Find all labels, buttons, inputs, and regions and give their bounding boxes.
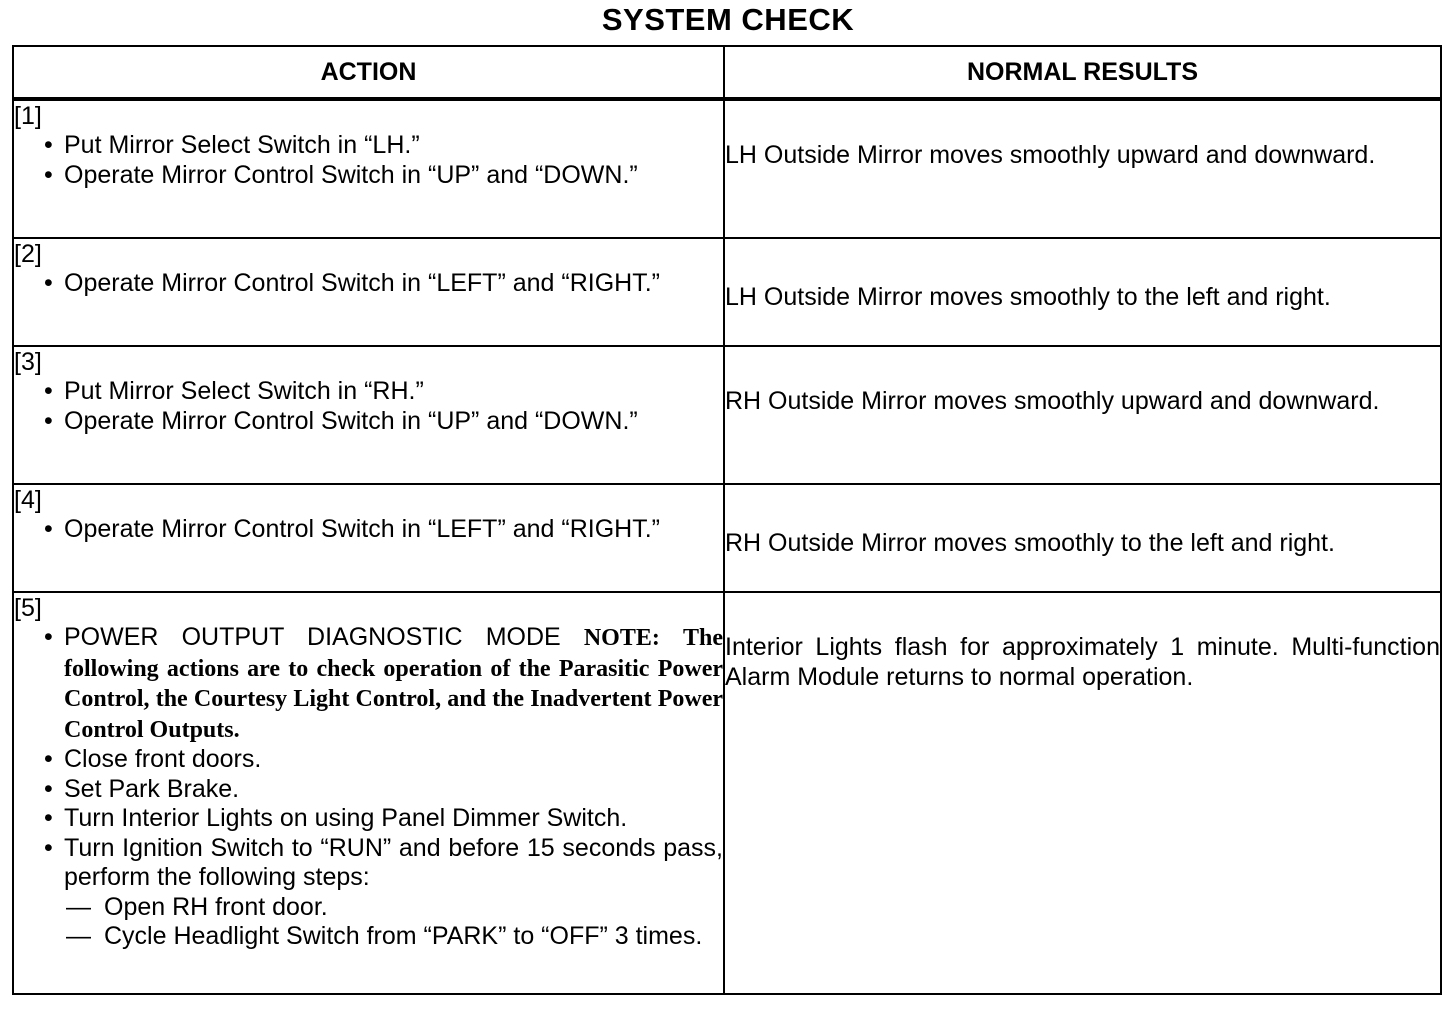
system-check-table — [12, 45, 1442, 995]
action-cell — [13, 99, 724, 238]
action-item: • Operate Mirror Control Switch in “LEFT” and “RIGHT.” — [64, 269, 723, 299]
table-row — [13, 592, 1441, 994]
step-number: [5] — [14, 594, 42, 622]
result-text: RH Outside Mirror moves smoothly to the left and right. — [725, 529, 1335, 557]
action-item — [64, 834, 723, 952]
action-item: • Put Mirror Select Switch in “RH.” — [64, 377, 723, 407]
action-list — [14, 515, 723, 545]
step-number: [3] — [14, 348, 42, 376]
action-list — [14, 377, 723, 436]
action-cell — [13, 484, 724, 592]
action-cell — [13, 592, 724, 994]
substep-item: — Cycle Headlight Switch from “PARK” to “OFF” 3 times. — [104, 922, 723, 952]
action-item-text: Turn Ignition Switch to “RUN” and before 15 seconds pass, perform the following steps: — [64, 833, 723, 891]
result-cell — [724, 238, 1441, 346]
action-item: • Operate Mirror Control Switch in “UP” and “DOWN.” — [64, 161, 723, 191]
action-cell — [13, 346, 724, 484]
action-list — [14, 623, 723, 952]
result-cell — [724, 99, 1441, 238]
result-text: Interior Lights flash for approximately 1 minute. Multi-function Alarm Module returns to normal operation. — [725, 633, 1440, 691]
result-cell — [724, 346, 1441, 484]
header-normal-results: NORMAL RESULTS — [724, 46, 1441, 99]
action-list — [14, 269, 723, 299]
result-cell — [724, 484, 1441, 592]
action-list — [14, 131, 723, 190]
action-cell — [13, 238, 724, 346]
step-number: [4] — [14, 486, 42, 514]
result-cell — [724, 592, 1441, 994]
action-item: • Set Park Brake. — [64, 775, 723, 805]
substep-item: — Open RH front door. — [104, 893, 723, 923]
action-item: • Close front doors. — [64, 745, 723, 775]
action-item — [64, 623, 723, 745]
table-header-row — [13, 46, 1441, 99]
note-text: The following actions are to check operation of the Parasitic Power Control, the Courtesy Light Control, and the Inadvertent Power Control Outputs. — [64, 625, 723, 743]
result-text: LH Outside Mirror moves smoothly upward and downward. — [725, 141, 1376, 169]
result-text: LH Outside Mirror moves smoothly to the left and right. — [725, 283, 1331, 311]
action-item: • Operate Mirror Control Switch in “UP” and “DOWN.” — [64, 407, 723, 437]
table-row — [13, 99, 1441, 238]
page-title: SYSTEM CHECK — [601, 2, 855, 37]
table-row — [13, 346, 1441, 484]
action-item: • Turn Interior Lights on using Panel Dimmer Switch. — [64, 804, 723, 834]
result-text: RH Outside Mirror moves smoothly upward and downward. — [725, 387, 1380, 415]
note-label: NOTE: — [583, 625, 660, 651]
step-number: [1] — [14, 102, 42, 130]
action-item: • Put Mirror Select Switch in “LH.” — [64, 131, 723, 161]
table-row — [13, 238, 1441, 346]
mode-label: POWER OUTPUT DIAGNOSTIC MODE — [64, 623, 561, 651]
substep-list — [64, 893, 723, 952]
action-item: • Operate Mirror Control Switch in “LEFT” and “RIGHT.” — [64, 515, 723, 545]
table-row — [13, 484, 1441, 592]
header-action: ACTION — [13, 46, 724, 99]
step-number: [2] — [14, 240, 42, 268]
